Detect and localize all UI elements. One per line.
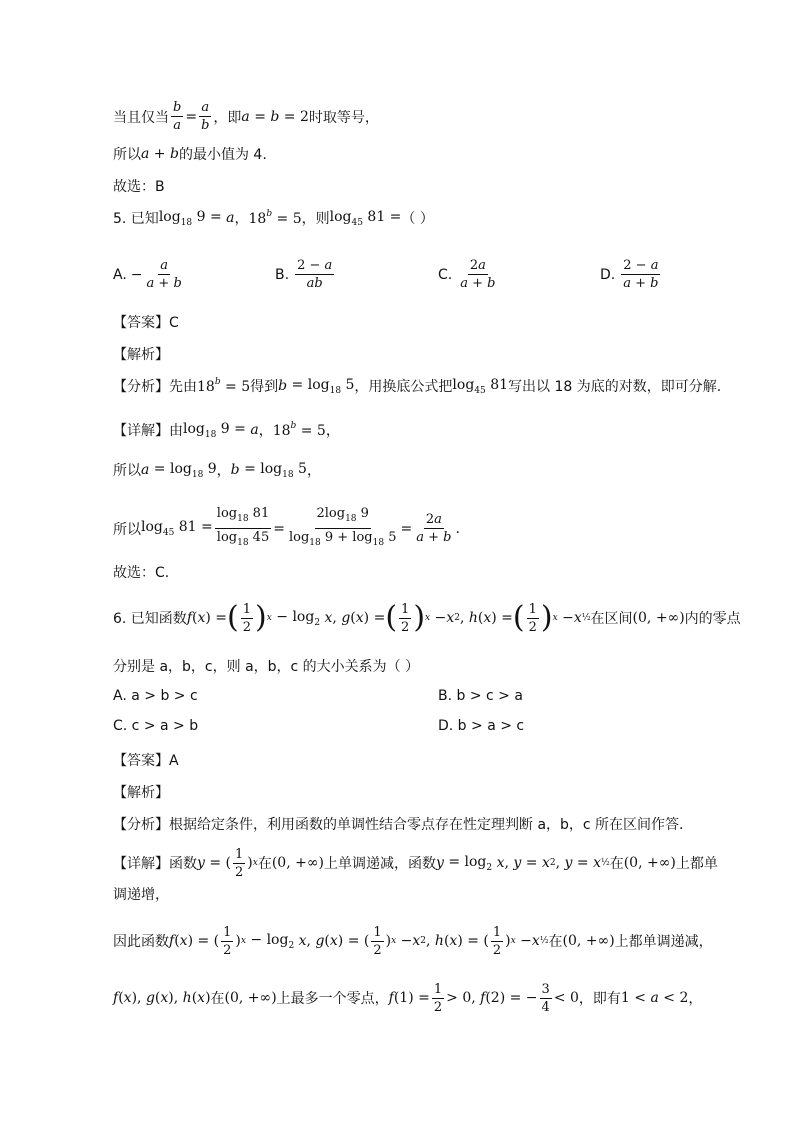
q6-option-a: A. a > b > c	[113, 688, 198, 704]
question-6-line2: 分别是 a，b，c，则 a，b，c 的大小关系为（ ）	[113, 659, 420, 675]
fraction-b-over-a: $\frac{b}{a}$	[173, 100, 182, 133]
q6-option-c: C. c > a > b	[113, 718, 199, 734]
detail-5-ab: 所以 a = $\log_{18} 9$ ， b = $\log_{18} 5$ ，	[113, 460, 321, 480]
question-6: 6. 已知函数 f ( x ) = ( $\frac{1}{2}$ ) x − $\log_2$ x , g ( x ) = ( $\frac{1}{2}$ ) x − x 2 , h ( x ) = ( $\frac{1}{2}$ ) x − x ½ 在区间 (0, +∞) 内的零点	[113, 600, 741, 635]
zero-count-6: f ( x ), g ( x ), h ( x ) 在 (0, +∞) 上最多一个零点， f (1) = $\frac{1}{2}$ > 0, f (2) = − $\frac{3}{4}$ < 0 ，即有 1 < a < 2 ，	[113, 981, 703, 1015]
line-choose-b: 故选：B	[113, 179, 165, 195]
answer-5: 【答案】C	[113, 315, 179, 331]
detail-6: 【详解】函数 y = ( $\frac{1}{2}$ ) x 在 (0, +∞) 上单调递减，函数 y = $\log_2$ x , y = x 2 , y = x ½ 在 (0, +∞) 上都单	[113, 846, 718, 880]
q5-option-b: B. $\frac{2 - a}{ab}$	[275, 258, 333, 291]
analysis-5: 【分析】先由 $18^b = 5$ 得到 b = $\log_{18} 5$ ，用换底公式把 $\log_{45} 81$ 写出以 18 为底的对数，即可分解.	[113, 376, 722, 396]
q5-option-c: C. $\frac{2a}{a + b}$	[438, 258, 496, 291]
q6-option-d: D. b > a > c	[438, 718, 525, 734]
detail-5-derivation: 所以 $\log_{45} 81$ = $\frac{\log_{18} 81}{\log_{18} 45}$ = $\frac{2\log_{18} 9}{\log_{18} 9 + \log_{18} 5}$ = $\frac{2a}{a + b}$ .	[113, 506, 460, 548]
q6-option-b: B. b > c > a	[438, 688, 523, 704]
therefore-6: 因此函数 f ( x ) = ( $\frac{1}{2}$ ) x − $\log_2$ x , g ( x ) = ( $\frac{1}{2}$ ) x − x 2 , h ( x ) = ( $\frac{1}{2}$ ) x − x ½ 在 (0, +∞) 上都单调递减，	[113, 924, 713, 958]
line-min-value: 所以 a + b 的最小值为 4.	[113, 146, 267, 163]
q5-option-a: A. − $\frac{a}{a + b}$	[113, 258, 182, 291]
q5-option-d: D. $\frac{2 - a}{a + b}$	[600, 258, 659, 291]
line-equality-condition: 当且仅当 $\frac{b}{a}$ = $\frac{a}{b}$ ，即 a = b = 2 时取等号，	[113, 100, 379, 133]
analysis-heading-5: 【解析】	[113, 347, 169, 363]
analysis-heading-6: 【解析】	[113, 785, 169, 801]
fraction-a-over-b: $\frac{a}{b}$	[201, 100, 210, 133]
detail-6-line2: 调递增，	[113, 887, 169, 903]
choose-c: 故选：C.	[113, 565, 170, 581]
detail-5: 【详解】由 $\log_{18} 9$ = a ， $18^b = 5$ ，	[113, 420, 340, 440]
answer-6: 【答案】A	[113, 753, 179, 769]
question-5: 5. 已知 $\log_{18} 9$ = a ， $18^b = 5$ ，则 $\log_{45} 81$ = （ ）	[113, 208, 434, 228]
analysis-6: 【分析】根据给定条件，利用函数的单调性结合零点存在性定理判断 a，b，c 所在区间作答.	[113, 817, 684, 833]
